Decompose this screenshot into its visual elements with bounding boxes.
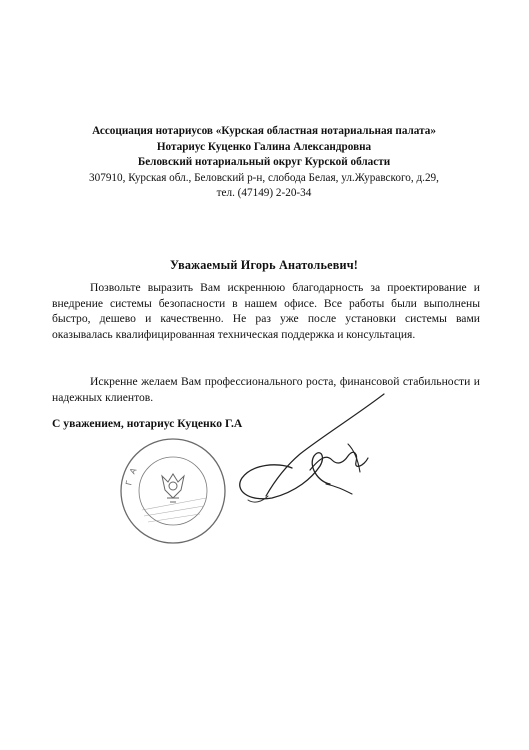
notary-phone: тел. (47149) 2-20-34 (216, 187, 312, 200)
paragraph-wishes-text: Искренне желаем Вам профессионального роста, финансовой стабильности и надежных клиентов. (52, 375, 480, 404)
greeting: Уважаемый Игорь Анатольевич! (169, 258, 359, 272)
notary-district: Беловский нотариальный округ Курской области (137, 156, 391, 169)
association-name: Ассоциация нотариусов «Курская областная нотариальная палата» (92, 125, 436, 137)
coat-of-arms-icon (162, 474, 184, 502)
signature-graphic (208, 384, 418, 514)
paragraph-thanks (52, 280, 480, 342)
seal-ring-text: Г А (124, 464, 140, 487)
paragraph-thanks-text: Позвольте выразить Вам искреннюю благодарность за проектирование и внедрение системы безопасности в нашем офисе. Все работы были выполнены быстро, дешево и качественно. Не раз уже после установки системы вами оказывалась квалифицированная техническая поддержка и консультация. (52, 281, 480, 341)
letterhead (48, 124, 480, 202)
notary-name: Нотариус Куценко Галина Александровна (156, 140, 372, 153)
notary-address: 307910, Курская обл., Беловский р-н, слобода Белая, ул.Журавского, д.29, (89, 171, 439, 184)
closing-signoff: С уважением, нотариус Куценко Г.А (52, 417, 243, 430)
